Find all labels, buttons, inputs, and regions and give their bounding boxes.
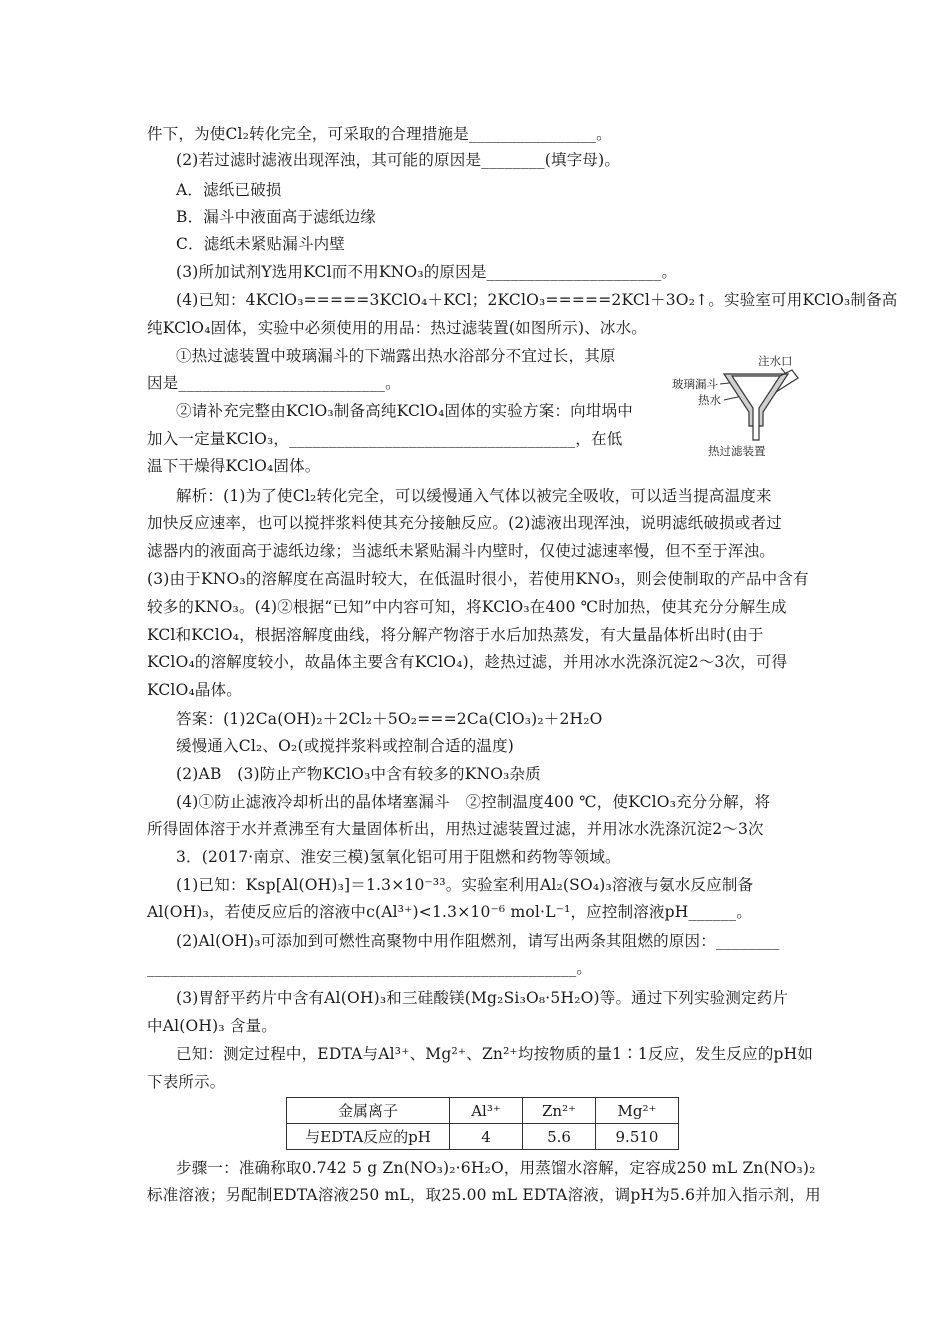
text-line: 3．(2017·南京、淮安三模)氢氧化铝可用于阻燃和药物等领域。 (176, 848, 621, 866)
text-line: (4)①防止滤液冷却析出的晶体堵塞漏斗 ②控制温度400 ℃，使KClO₃充分分解，将 (176, 793, 771, 811)
table-cell: 9.510 (596, 1124, 679, 1150)
table-row (287, 1098, 679, 1124)
text-line: (3)所加试剂Y选用KCl而不用KNO₃的原因是______________________。 (176, 263, 678, 281)
figure-label-water: 热水 (698, 393, 721, 407)
text-line: ①热过滤装置中玻璃漏斗的下端露出热水浴部分不宜过长，其原 (176, 347, 616, 365)
text-line: (2)AB (3)防止产物KClO₃中含有较多的KNO₃杂质 (176, 765, 541, 783)
glass-funnel-icon (732, 376, 780, 440)
text-line: 步骤一：准确称取0.742 5 g Zn(NO₃)₂·6H₂O，用蒸馏水溶解，定容成250 mL Zn(NO₃)₂ (176, 1159, 816, 1177)
text-line: 滤器内的液面高于滤纸边缘；当滤纸未紧贴漏斗内壁时，仅使过滤速率慢，但不至于浑浊。 (147, 542, 776, 560)
text-line: KCl和KClO₄，根据溶解度曲线，将分解产物溶于水后加热蒸发，有大量晶体析出时(由于 (147, 626, 764, 644)
text-line: 答案：(1)2Ca(OH)₂＋2Cl₂＋5O₂===2Ca(ClO₃)₂＋2H₂O (176, 710, 603, 728)
text-line: 缓慢通入Cl₂、O₂(或搅拌浆料或控制合适的温度) (176, 737, 515, 755)
table-header-cell: Zn²⁺ (523, 1098, 596, 1124)
text-line: 解析：(1)为了使Cl₂转化完全，可以缓慢通入气体以被完全吸收，可以适当提高温度来 (176, 487, 772, 505)
ph-table (286, 1097, 679, 1150)
figure-label-inlet: 注水口 (758, 354, 793, 368)
text-line: 因是__________________________。 (147, 374, 401, 392)
text-line: 加快反应速率，也可以搅拌浆料使其充分接触反应。(2)滤液出现浑浊，说明滤纸破损或者过 (147, 514, 782, 532)
text-line: 标准溶液；另配制EDTA溶液250 mL，取25.00 mL EDTA溶液，调pH为5.6并加入指示剂，用 (147, 1186, 821, 1204)
text-line: 温下干燥得KClO₄固体。 (147, 457, 321, 475)
table-cell: 5.6 (523, 1124, 596, 1150)
text-line: (2)若过滤时滤液出现浑浊，其可能的原因是________(填字母)。 (176, 151, 621, 169)
figure-caption: 热过滤装置 (708, 444, 766, 458)
table-header-cell: Al³⁺ (450, 1098, 523, 1124)
text-line: 下表所示。 (147, 1073, 226, 1091)
text-line: (2)Al(OH)₃可添加到可燃性高聚物中用作阻燃剂，请写出两条其阻燃的原因：________ (176, 932, 780, 950)
text-line: 中Al(OH)₃ 含量。 (147, 1017, 278, 1035)
text-line: KClO₄的溶解度较小，故晶体主要含有KClO₄)，趁热过滤，并用冰水洗涤沉淀2～3次，可得 (147, 653, 788, 671)
text-line: KClO₄晶体。 (147, 681, 243, 699)
text-line: 件下，为使Cl₂转化完全，可采取的合理措施是________________。 (147, 125, 612, 143)
table-row (287, 1124, 679, 1150)
text-line: ②请补充完整由KClO₃制备高纯KClO₄固体的实验方案：向坩埚中 (176, 402, 633, 420)
text-line: (3)由于KNO₃的溶解度在高温时较大，在低温时很小，若使用KNO₃，则会使制取的产品中含有 (147, 570, 809, 588)
text-line: 较多的KNO₃。(4)②根据“已知”中内容可知，将KClO₃在400 ℃时加热，使其充分分解生成 (147, 598, 787, 616)
text-line: (4)已知：4KClO₃=====3KClO₄＋KCl；2KClO₃=====2KCl＋3O₂↑。实验室可用KClO₃制备高 (176, 291, 898, 309)
table-header-cell: 金属离子 (287, 1098, 450, 1124)
figure-label-funnel: 玻璃漏斗 (672, 377, 718, 391)
text-line: 纯KClO₄固体，实验中必须使用的用品：热过滤装置(如图所示)、冰水。 (147, 319, 647, 337)
text-line: 已知：测定过程中，EDTA与Al³⁺、Mg²⁺、Zn²⁺均按物质的量1∶1反应，发生反应的pH如 (176, 1045, 814, 1063)
text-line: ______________________________________________________。 (147, 959, 592, 977)
text-line: A．滤纸已破损 (176, 181, 282, 199)
text-line: Al(OH)₃，若使反应后的溶液中c(Al³⁺)<1.3×10⁻⁶ mol·L⁻¹，应控制溶液pH______。 (147, 903, 752, 921)
text-line: 加入一定量KClO₃，____________________________________，在低 (147, 430, 623, 448)
hot-filtration-apparatus-figure (668, 352, 818, 462)
text-line: (3)胃舒平药片中含有Al(OH)₃和三硅酸镁(Mg₂Si₃O₈·5H₂O)等。通过下列实验测定药片 (176, 989, 789, 1007)
text-line: 所得固体溶于水并煮沸至有大量固体析出，用热过滤装置过滤，并用冰水洗涤沉淀2～3次 (147, 820, 764, 838)
text-line: (1)已知：Ksp[Al(OH)₃]＝1.3×10⁻³³。实验室利用Al₂(SO₄)₃溶液与氨水反应制备 (176, 876, 754, 894)
text-line: C．滤纸未紧贴漏斗内壁 (176, 235, 346, 253)
table-header-cell: Mg²⁺ (596, 1098, 679, 1124)
table-cell: 4 (450, 1124, 523, 1150)
text-line: B．漏斗中液面高于滤纸边缘 (176, 208, 376, 226)
table-cell: 与EDTA反应的pH (287, 1124, 450, 1150)
